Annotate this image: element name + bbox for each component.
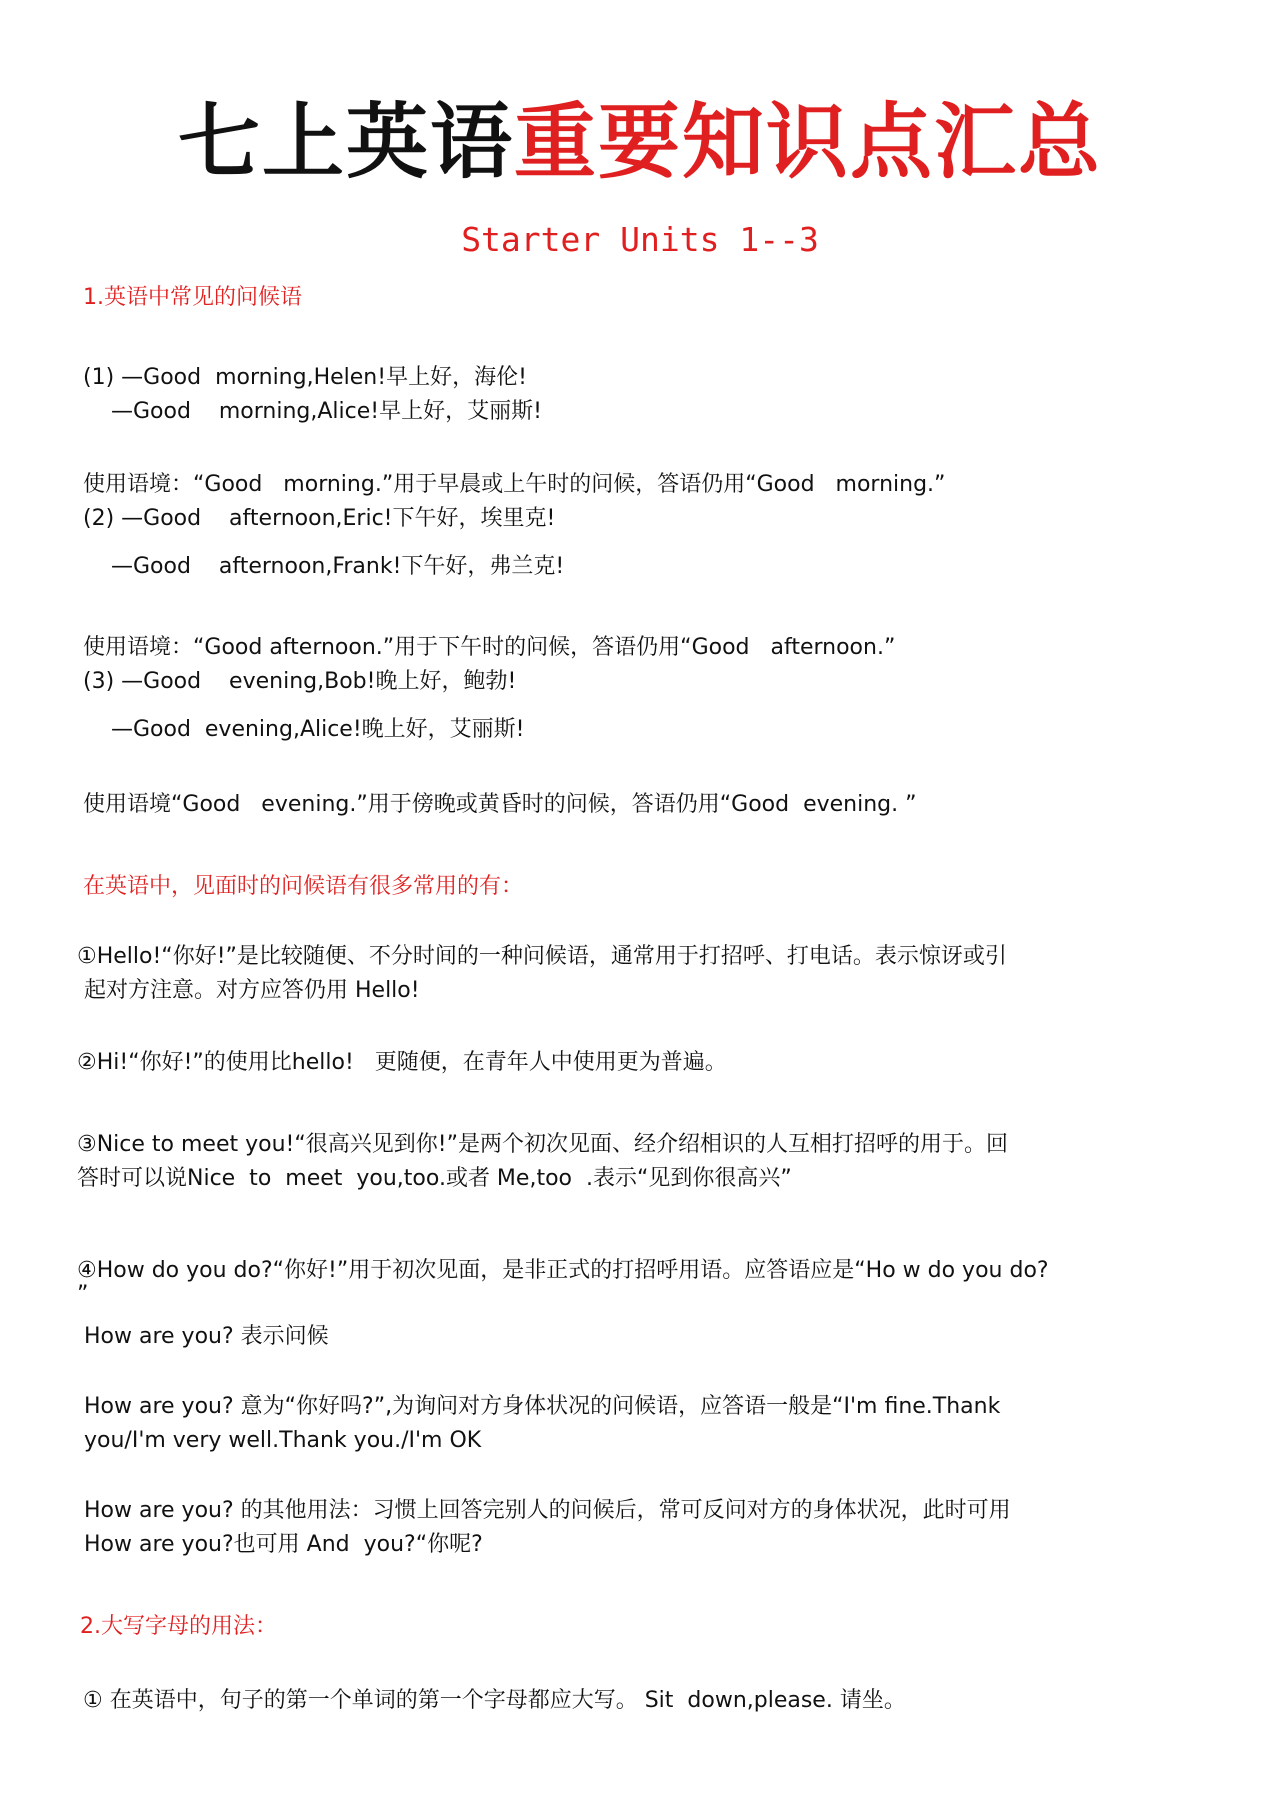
greetings-heading: 在英语中，见面时的问候语有很多常用的有： [83, 874, 524, 899]
page-title [0, 92, 1280, 192]
greeting-howdoyoudo-line1: ④How do you do?“你好!”用于初次见面，是非正式的打招呼用语。应答语应是“Ho w do you do? [77, 1258, 1049, 1283]
greeting-howareyou-other-line1: How are you? 的其他用法：习惯上回答完别人的问候后，常可反问对方的身体状况，此时可用 [77, 1498, 1011, 1523]
item2-line2: —Good afternoon,Frank!下午好，弗兰克! [83, 554, 565, 579]
greeting-howdoyoudo-line2: ” [77, 1282, 89, 1307]
greeting-howareyou-meaning-line1: How are you? 意为“你好吗?”,为询问对方身体状况的问候语，应答语一般是“I'm fine.Thank [77, 1394, 1001, 1419]
greeting-howareyou-meaning-line2: you/I'm very well.Thank you./I'm OK [77, 1428, 482, 1453]
item1-line1: (1) —Good morning,Helen!早上好，海伦! [83, 365, 527, 390]
greeting-howareyou: How are you? 表示问候 [77, 1324, 329, 1349]
greeting-hello-line1: ①Hello!“你好!”是比较随便、不分时间的一种问候语，通常用于打招呼、打电话。表示惊讶或引 [77, 944, 1007, 969]
page-subtitle: Starter Units 1--3 [461, 220, 819, 259]
greeting-hello-line2: 起对方注意。对方应答仍用 Hello! [77, 978, 420, 1003]
title-red-part: 重要知识点汇总 [514, 94, 1103, 190]
item3-usage: 使用语境“Good evening.”用于傍晚或黄昏时的问候，答语仍用“Good evening. ” [83, 792, 917, 817]
section2-item1: ① 在英语中，句子的第一个单词的第一个字母都应大写。 Sit down,please. 请坐。 [83, 1688, 906, 1713]
section2-heading: 2.大写字母的用法： [80, 1614, 277, 1639]
item3-line1: (3) —Good evening,Bob!晚上好，鲍勃! [83, 669, 517, 694]
title-black-part: 七上英语 [177, 94, 514, 190]
item2-line1: (2) —Good afternoon,Eric!下午好，埃里克! [83, 506, 556, 531]
item1-line2: —Good morning,Alice!早上好，艾丽斯! [83, 399, 542, 424]
item3-line2: —Good evening,Alice!晚上好，艾丽斯! [83, 717, 525, 742]
greeting-nice-line2: 答时可以说Nice to meet you,too.或者 Me,too .表示“见到你很高兴” [77, 1166, 792, 1191]
section1-heading: 1.英语中常见的问候语 [83, 285, 302, 310]
item1-usage: 使用语境：“Good morning.”用于早晨或上午时的问候，答语仍用“Good morning.” [83, 472, 946, 497]
item2-usage: 使用语境：“Good afternoon.”用于下午时的问候，答语仍用“Good afternoon.” [83, 635, 896, 660]
greeting-nice-line1: ③Nice to meet you!“很高兴见到你!”是两个初次见面、经介绍相识的人互相打招呼的用于。回 [77, 1132, 1008, 1157]
greeting-howareyou-other-line2: How are you?也可用 And you?“你呢? [77, 1532, 483, 1557]
greeting-hi: ②Hi!“你好!”的使用比hello! 更随便，在青年人中使用更为普遍。 [77, 1050, 727, 1075]
